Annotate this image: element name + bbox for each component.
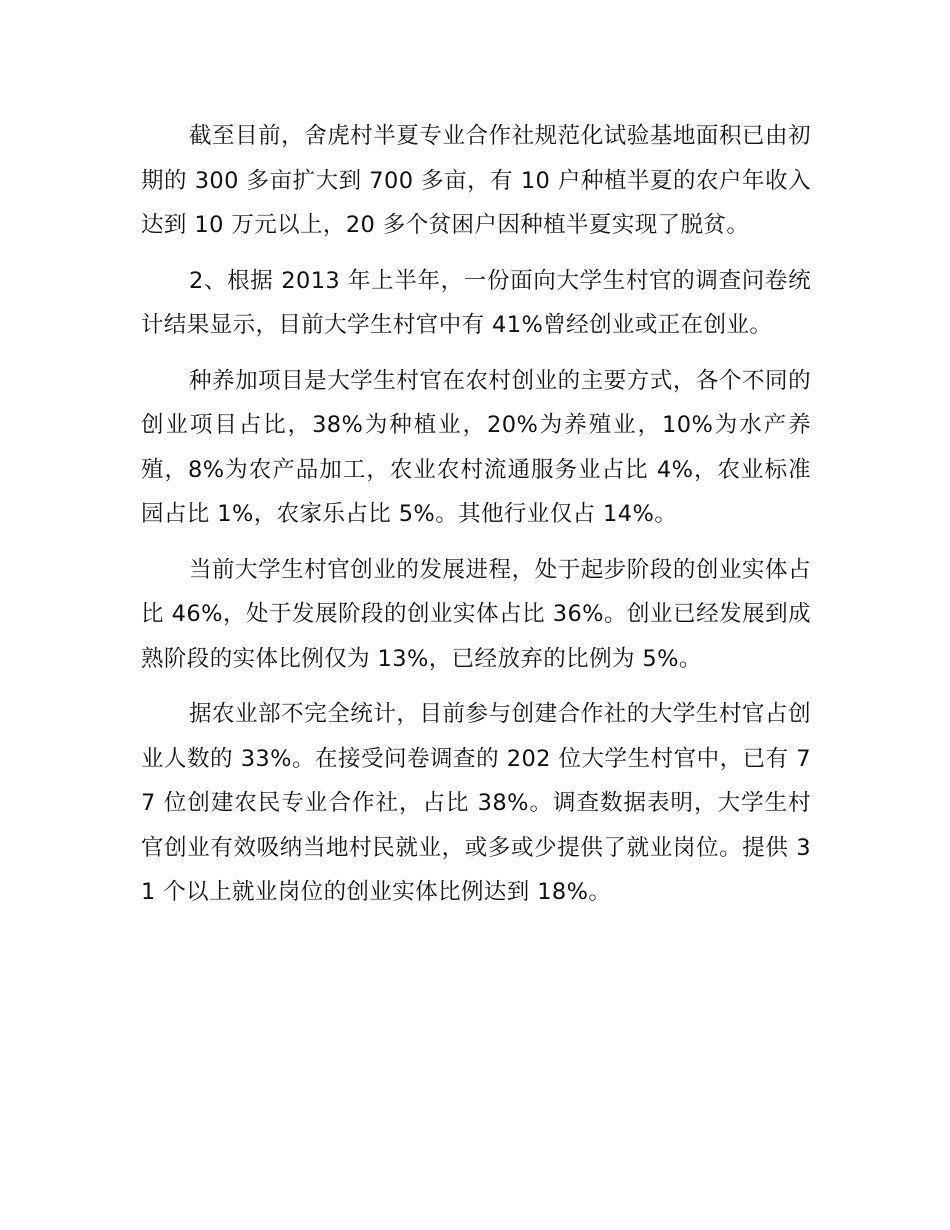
paragraph-survey-2013: 2、根据 2013 年上半年，一份面向大学生村官的调查问卷统计结果显示，目前大学生村官中有 41%曾经创业或正在创业。 — [141, 267, 811, 338]
paragraph-development-stage: 当前大学生村官创业的发展进程，处于起步阶段的创业实体占比 46%，处于发展阶段的创业实体占比 36%。创业已经发展到成熟阶段的实体比例仅为 13%，已经放弃的比例为 5%。 — [141, 556, 811, 672]
document-body — [141, 114, 811, 926]
paragraph-cooperatives: 据农业部不完全统计，目前参与创建合作社的大学生村官占创业人数的 33%。在接受问卷调查的 202 位大学生村官中，已有 77 位创建农民专业合作社，占比 38%。调查数据表明，大学生村官创业有效吸纳当地村民就业，或多或少提供了就业岗位。提供 31 个以上就业岗位的创业实体比例达到 18%。 — [141, 701, 811, 905]
paragraph-project-types: 种养加项目是大学生村官在农村创业的主要方式，各个不同的创业项目占比，38%为种植业，20%为养殖业，10%为水产养殖，8%为农产品加工，农业农村流通服务业占比 4%，农业标准园占比 1%，农家乐占比 5%。其他行业仅占 14%。 — [141, 367, 811, 527]
paragraph-shehu-village: 截至目前，舍虎村半夏专业合作社规范化试验基地面积已由初期的 300 多亩扩大到 700 多亩，有 10 户种植半夏的农户年收入达到 10 万元以上，20 多个贫困户因种植半夏实现了脱贫。 — [141, 123, 811, 238]
